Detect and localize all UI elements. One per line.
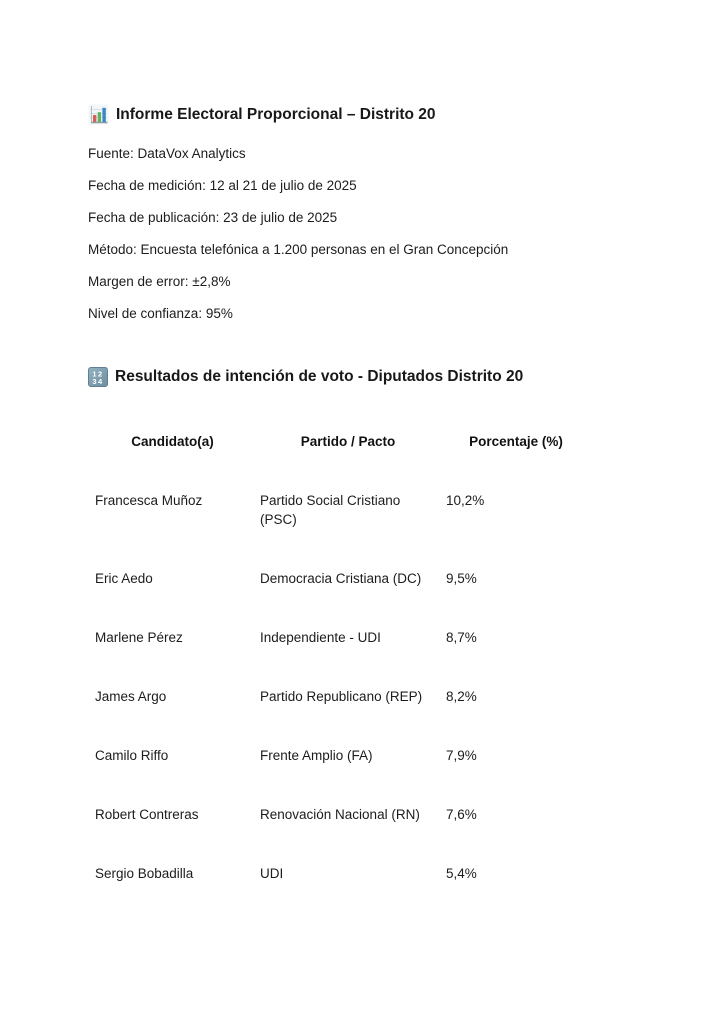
cell-percentage: 7,6% [446,807,477,822]
page-title-text: Informe Electoral Proporcional – Distrito 20 [116,106,436,123]
table-header-row [90,412,591,471]
table-row [90,726,591,785]
cell-candidate: Camilo Riffo [95,748,169,763]
cell-party: Partido Republicano (REP) [260,689,423,704]
meta-measurement-date: Fecha de medición: 12 al 21 de julio de 2025 [88,178,357,193]
table-row [90,844,591,903]
results-table [90,412,591,903]
cell-candidate: James Argo [95,689,167,704]
cell-candidate: Marlene Pérez [95,630,183,645]
meta-confidence-level: Nivel de confianza: 95% [88,306,233,321]
cell-percentage: 8,7% [446,630,477,645]
cell-party: Independiente - UDI [260,630,381,645]
section-title-text: Resultados de intención de voto - Diputados Distrito 20 [115,368,524,385]
cell-percentage: 5,4% [446,866,477,881]
cell-percentage: 8,2% [446,689,477,704]
cell-party: Partido Social Cristiano (PSC) [260,493,401,527]
cell-candidate: Sergio Bobadilla [95,866,194,881]
page-title [88,104,665,125]
header-party: Partido / Pacto [300,434,396,449]
cell-party: Democracia Cristiana (DC) [260,571,422,586]
cell-party: Frente Amplio (FA) [260,748,373,763]
bar-chart-icon [88,104,109,125]
meta-publication-date: Fecha de publicación: 23 de julio de 2025 [88,210,338,225]
header-percentage: Porcentaje (%) [469,434,563,449]
table-row [90,667,591,726]
input-numbers-icon [88,367,108,387]
svg-text:12: 12 [92,368,104,378]
cell-candidate: Eric Aedo [95,571,153,586]
cell-percentage: 10,2% [446,493,485,508]
meta-method: Método: Encuesta telefónica a 1.200 personas en el Gran Concepción [88,242,509,257]
svg-text:34: 34 [92,376,104,386]
cell-percentage: 7,9% [446,748,477,763]
cell-percentage: 9,5% [446,571,477,586]
table-row [90,549,591,608]
cell-party: UDI [260,866,284,881]
meta-margin-of-error: Margen de error: ±2,8% [88,274,231,289]
cell-candidate: Francesca Muñoz [95,493,203,508]
meta-source: Fuente: DataVox Analytics [88,146,246,161]
section-title [88,366,665,387]
header-candidate: Candidato(a) [131,434,214,449]
table-row [90,471,591,549]
table-row [90,785,591,844]
cell-party: Renovación Nacional (RN) [260,807,420,822]
table-row [90,608,591,667]
cell-candidate: Robert Contreras [95,807,199,822]
